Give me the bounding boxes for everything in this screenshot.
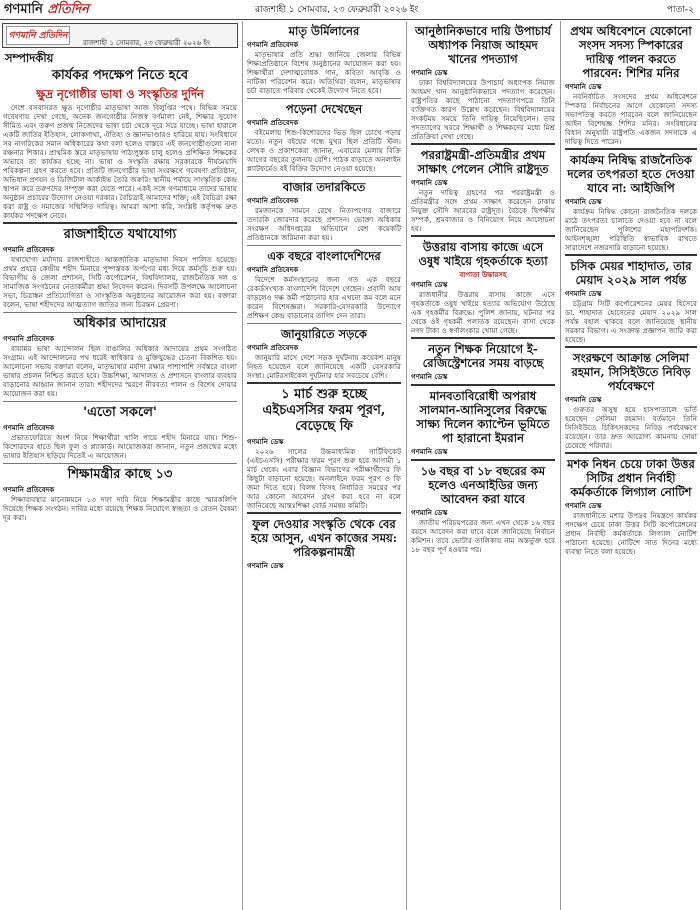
editorial-body [3, 103, 237, 220]
story-text: ২০২৬ সালের উচ্চমাধ্যমিক সার্টিফিকেট (এইচএসসি) পরীক্ষার ফরম পূরণ শুরু হবে আগামী ১ মার্চ থেকে। এবার বিজ্ঞান বিভাগের পরীক্ষার্থীদের ফি কিছুটা বাড়ানো হয়েছে। অনলাইনে ফরম পূরণ ও ফি জমা দিতে হবে। বিলম্ব ফিসহ নির্ধারিত সময়ের পর আর কোনো আবেদন গ্রহণ করা হবে না বলে জানিয়েছে আন্তঃশিক্ষা বোর্ড সমন্বয় কমিটি। [247, 447, 401, 510]
story-body [411, 290, 555, 335]
story-headline[interactable]: ফুল দেওয়ার সংস্কৃতি থেকে বের হয়ে আসুন, এখন কাজের সময়: পরিকল্পনামন্ত্রী [250, 517, 398, 559]
byline: গণমানি ডেস্ক [411, 179, 448, 187]
story-body [247, 275, 401, 320]
byline: গণমানি প্রতিবেদক [247, 197, 299, 205]
story-text: রমজানকে সামনে রেখে নিত্যপণ্যের বাজারে তদারকি জোরদার করেছে প্রশাসন। ভোক্তা অধিকার সংরক্ষণ অধিদপ্তরের অভিযানে বেশ কয়েকটি প্রতিষ্ঠানকে জরিমানা করা হয়। [247, 206, 401, 242]
byline: গণমানি ডেস্ক [411, 281, 448, 289]
editorial-masthead [2, 23, 238, 48]
story-headline[interactable]: পররাষ্ট্রমন্ত্রী-প্রতিমন্ত্রীর প্রথম সাক্ষাৎ পেলেন সৌদি রাষ্ট্রদূত [417, 148, 549, 176]
story-text: ঢাকা বিশ্ববিদ্যালয়ের উপাচার্য অধ্যাপক নিয়াজ আহমদ খান আনুষ্ঠানিকভাবে পদত্যাগ করেছেন। রাষ্ট্রপতির কাছে পাঠানো পদত্যাগপত্রে তিনি ব্যক্তিগত কারণ উল্লেখ করেছেন। বিশ্ববিদ্যালয়ের সংকটময় সময়ে তিনি দায়িত্ব নিয়েছিলেন। তার পদত্যাগের খবরে শিক্ষার্থী ও শিক্ষকদের মধ্যে মিশ্র প্রতিক্রিয়া দেখা গেছে। [411, 78, 555, 141]
divider [247, 98, 401, 99]
newspaper-logo[interactable] [4, 1, 89, 18]
story-headline[interactable]: অধিকার আদায়ের [73, 316, 167, 331]
story-headline[interactable]: প্রথম অধিবেশনে যেকোনো সংসদ সদস্য স্পিকারের দায়িত্ব পালন করতে পারবেন: শিশির মনির [570, 24, 692, 80]
story-text: বইমেলায় শিশু-কিশোরদের ভিড় ছিল চোখে পড়ার মতো। নতুন বইয়ের গন্ধে মুখর ছিল প্রতিটি স্টল। লেখক ও প্রকাশকেরা জানান, এবারের মেলায় বিক্রি আগের বছরের তুলনায় বেশি। পাঠক বাড়াতে অনলাইন প্ল্যাটফর্মেও বই বিক্রির উদ্যোগ নেওয়া হয়েছে। [247, 128, 401, 173]
story-headline[interactable]: শিক্ষামন্ত্রীর কাছে ১৩ [67, 467, 173, 482]
divider [3, 312, 237, 313]
dateline: রাজশাহী ১ সোমবার, ২৩ ফেব্রুয়ারী ২০২৬ ইং [255, 5, 419, 15]
page-number: পাতা-২ [666, 5, 694, 15]
story-body [3, 433, 237, 460]
story-text: বিদেশে কর্মসংস্থানের জন্য গত এক বছরে রেকর্ডসংখ্যক বাংলাদেশি বিদেশে গেছেন। প্রবাসী আয় বাড়লেও দক্ষ কর্মী পাঠানোর হার এখনো কম বলে মনে করেন বিশেষজ্ঞরা। সরকারি-বেসরকারি উদ্যোগে প্রশিক্ষণ কেন্দ্র বাড়ানোর তাগিদ দেন তারা। [247, 275, 401, 320]
story-headline[interactable]: পড়েনা দেখেছেন [285, 102, 363, 116]
story-headline[interactable]: উত্তরায় বাসায় কাজে এসে ওষুধ খাইয়ে গৃহকর্তাকে হত্যা [418, 240, 548, 268]
byline: গণমানি প্রতিবেদক [247, 344, 299, 352]
story-text: নবনির্বাচিত সংসদের প্রথম অধিবেশনে স্পিকার নির্বাচনের আগে যেকোনো সদস্য সভাপতিত্ব করতে পারবেন বলে জানিয়েছেন আইন বিশেষজ্ঞ শিশির মনির। সংবিধানের বিধান অনুযায়ী রাষ্ট্রপতি একজন সদস্যকে এ দায়িত্ব দিতে পারেন। [565, 92, 697, 146]
story-body [247, 206, 401, 242]
story-body [411, 78, 555, 141]
divider [565, 346, 697, 348]
story-headline[interactable]: আনুষ্ঠানিকভাবে দায়ি উপাচার্য অধ্যাপক নিয়াজ আহমদ খানের পদত্যাগ [415, 24, 551, 66]
divider [3, 401, 237, 402]
column-3 [408, 21, 558, 910]
byline: গণমানি প্রতিবেদক [247, 119, 299, 127]
editorial-text: দেশে বসবাসরত ক্ষুদ্র নৃগোষ্ঠীর মাতৃভাষা আজ বিলুপ্তির পথে। বিভিন্ন সময়ে গবেষণায় দেখা গেছে, অনেক জনগোষ্ঠীর নিজস্ব বর্ণমালা নেই, শিক্ষার সুযোগ সীমিত এবং তরুণ প্রজন্ম নিজেদের ভাষা চর্চা থেকে দূরে সরে যাচ্ছে। ভাষা হারালে একটি জাতির ইতিহাস, লোকগাথা, ঐতিহ্য ও জ্ঞানভাণ্ডারও হারিয়ে যায়। সংবিধানে সব নাগরিকের সমান অধিকারের কথা বলা হলেও বাস্তবে এই জনগোষ্ঠীগুলো নানা বঞ্চনার শিকার। প্রাথমিক স্তরে মাতৃভাষায় পাঠ্যপুস্তক চালু হলেও প্রশিক্ষিত শিক্ষকের অভাবে তা কার্যকর হচ্ছে না। ভাষা ও সংস্কৃতি রক্ষায় সরকারকে দীর্ঘমেয়াদি পরিকল্পনা গ্রহণ করতে হবে। প্রতিটি জনগোষ্ঠীর ভাষা সংরক্ষণে গবেষণা প্রতিষ্ঠান, অভিধান প্রণয়ন ও ডিজিটাল আর্কাইভ তৈরি জরুরি। স্থানীয় পর্যায়ে সাংস্কৃতিক কেন্দ্র স্থাপন করে তরুণদের সম্পৃক্ত করা যেতে পারে। একই সঙ্গে গণমাধ্যমে তাদের ভাষায় অনুষ্ঠান প্রচারের উদ্যোগ নেওয়া দরকার। বৈচিত্র্যই আমাদের শক্তি; এই বৈচিত্র্য রক্ষা করা রাষ্ট্র ও সমাজের সম্মিলিত দায়িত্ব। আমরা আশা করি, সংশ্লিষ্ট কর্তৃপক্ষ দ্রুত কার্যকর পদক্ষেপ নেবে। [3, 103, 238, 220]
story-body [3, 495, 237, 522]
story-body [247, 353, 401, 380]
divider [411, 235, 555, 237]
story-text: জানুয়ারি মাসে দেশে সড়ক দুর্ঘটনায় কয়েকশ মানুষ নিহত হয়েছেন বলে জানিয়েছে একটি বেসরকারি সংস্থা। মোটরসাইকেল দুর্ঘটনার হার সবচেয়ে বেশি। [247, 353, 401, 380]
column-4 [562, 21, 700, 910]
editorial-subhead: ক্ষুদ্র নৃগোষ্ঠীর ভাষা ও সংস্কৃতির দুর্দিন [36, 87, 204, 101]
story-body [247, 128, 401, 173]
story-body [411, 188, 555, 233]
story-headline[interactable]: ১৬ বছর বা ১৮ বছরের কম হলেও এনআইডির জন্য আবেদন করা যাবে [420, 464, 546, 506]
byline: গণমানি ডেস্ক [565, 198, 602, 206]
editorial-title: সম্পাদকীয় [5, 51, 54, 65]
story-text: প্রভাতফেরিতে অংশ নিয়ে শিক্ষার্থীরা খালি পায়ে শহীদ মিনারে যায়। শিশু-কিশোরদের হাতে ছিল ফুল ও প্ল্যাকার্ড। আয়োজকরা জানান, নতুন প্রজন্মের মধ্যে ভাষার ইতিহাস ছড়িয়ে দিতেই এ আয়োজন। [3, 433, 237, 460]
byline: গণমানি প্রতিবেদক [247, 41, 299, 49]
divider [247, 176, 401, 177]
column-divider [242, 21, 243, 910]
story-text: শিক্ষাব্যবস্থার মানোন্নয়নে ১৩ দফা দাবি নিয়ে শিক্ষামন্ত্রীর কাছে স্মারকলিপি দিয়েছে শিক্ষক সংগঠন। দাবির মধ্যে রয়েছে শিক্ষক নিয়োগে স্বচ্ছতা ও বেতন বৈষম্য দূর করা। [3, 495, 237, 522]
byline: গণমানি ডেস্ক [565, 83, 602, 91]
divider [247, 323, 401, 324]
divider [3, 463, 237, 464]
story-body [247, 447, 401, 510]
story-headline[interactable]: নতুন শিক্ষক নিয়োগে ই-রেজিস্ট্রেশনের সময় বাড়ছে [422, 342, 544, 370]
byline: গণমানি ডেস্ক [411, 448, 448, 456]
byline: গণমানি ডেস্ক [565, 290, 602, 298]
story-text: যথাযোগ্য মর্যাদায় রাজশাহীতে আন্তর্জাতিক মাতৃভাষা দিবস পালিত হয়েছে। প্রথম প্রহরে কেন্দ্রীয় শহীদ মিনারে পুষ্পস্তবক অর্পণের মধ্য দিয়ে কর্মসূচি শুরু হয়। বিভাগীয় ও জেলা প্রশাসন, সিটি কর্পোরেশন, বিশ্ববিদ্যালয়, রাজনৈতিক দল ও সামাজিক সংগঠনের নেতাকর্মীরা শ্রদ্ধা নিবেদন করেন। দিবসটি উপলক্ষে আলোচনা সভা, চিত্রাঙ্কন প্রতিযোগিতা ও সাংস্কৃতিক অনুষ্ঠানের আয়োজন করা হয়। বক্তারা বলেন, ভাষা শহীদদের আত্মত্যাগ জাতির জন্য চিরন্তন প্রেরণা। [3, 255, 237, 309]
divider [565, 254, 697, 256]
story-body [411, 518, 555, 554]
story-body [3, 255, 237, 309]
story-text: কার্যক্রম নিষিদ্ধ কোনো রাজনৈতিক দলকে মাঠে তৎপরতা চালাতে দেওয়া হবে না বলে জানিয়েছেন পুলিশের মহাপরিদর্শক। আইনশৃঙ্খলা পরিস্থিতি স্বাভাবিক রাখতে সারাদেশে নজরদারি বাড়ানো হয়েছে। [565, 207, 697, 252]
column-divider [406, 21, 407, 910]
story-text: নতুন দায়িত্ব গ্রহণের পর পররাষ্ট্রমন্ত্রী ও প্রতিমন্ত্রীর সঙ্গে প্রথম সাক্ষাৎ করেছেন ঢাকায় নিযুক্ত সৌদি আরবের রাষ্ট্রদূত। বৈঠকে দ্বিপক্ষীয় সম্পর্ক, শ্রমবাজার ও বিনিয়োগ নিয়ে আলোচনা হয়। [411, 188, 555, 233]
byline: গণমানি ডেস্ক [247, 438, 284, 446]
logo-part1: গণমানি [4, 2, 43, 17]
story-body [3, 344, 237, 398]
story-headline[interactable]: সংরক্ষণে আক্রান্ত সেলিমা রহমান, সিসিইউতে নিবিড় পর্যবেক্ষণে [571, 351, 691, 393]
byline: গণমানি ডেস্ক [565, 396, 602, 404]
byline: গণমানি ডেস্ক [411, 509, 448, 517]
column-divider [560, 21, 561, 910]
story-headline[interactable]: জানুয়ারিতে সড়কে [281, 327, 367, 341]
divider [247, 382, 401, 384]
column-1 [0, 21, 240, 910]
byline: গণমানি প্রতিবেদক [3, 486, 55, 494]
story-body [565, 92, 697, 146]
story-body [565, 299, 697, 344]
editorial-meta: রাজশাহী ১ সোমবার, ২৩ ফেব্রুয়ারী ২০২৬ ইং [83, 39, 211, 47]
story-text: রাজধানীর উত্তরায় বাসায় কাজে এসে গৃহকর্তাকে ওষুধ খাইয়ে হত্যার অভিযোগ উঠেছে এক গৃহকর্মীর বিরুদ্ধে। পুলিশ জানায়, ঘটনার পর থেকে ওই গৃহকর্মী পলাতক রয়েছেন। বাসা থেকে নগদ টাকা ও স্বর্ণালংকার খোয়া গেছে। [411, 290, 555, 335]
story-body [565, 207, 697, 252]
divider [411, 384, 555, 386]
logo-part2: প্রতিদিন [47, 2, 89, 17]
byline: গণমানি ডেস্ক [565, 502, 602, 510]
byline-red: বাপাতা উদ্ধারসহ [459, 271, 507, 279]
divider [247, 245, 401, 246]
byline: গণমানি প্রতিবেদক [3, 335, 55, 343]
story-headline[interactable]: মাতৃ উর্মিলানের [288, 24, 360, 38]
byline: গণমানি প্রতিবেদক [247, 266, 299, 274]
divider [411, 337, 555, 339]
story-text: জাতীয় পরিচয়পত্রের জন্য এখন থেকে ১৬ বছর বয়সে আবেদন করা যাবে বলে জানিয়েছে নির্বাচন কমিশন। তবে ভোটার তালিকায় নাম অন্তর্ভুক্ত হবে ১৮ বছর পূর্ণ হওয়ার পর। [411, 518, 555, 554]
editorial-badge: গণমানি প্রতিদিন [6, 26, 70, 45]
editorial-headline[interactable]: কার্যকর পদক্ষেপ নিতে হবে [51, 68, 189, 83]
divider [3, 222, 237, 224]
story-headline[interactable]: কার্যক্রম নিষিদ্ধ রাজনৈতিক দলের তৎপরতা হতে দেওয়া যাবে না: আইজিপি [567, 153, 695, 195]
story-text: রাজধানীতে মশার উপদ্রব নিয়ন্ত্রণে কার্যকর পদক্ষেপ চেয়ে ঢাকা উত্তর সিটি কর্পোরেশনের প্রধান নির্বাহী কর্মকর্তাকে লিগ্যাল নোটিশ পাঠানো হয়েছে। নোটিশে সাত দিনের মধ্যে ব্যবস্থা নিতে বলা হয়েছে। [565, 511, 697, 556]
story-text: গুরুতর অসুস্থ হয়ে হাসপাতালে ভর্তি হয়েছেন সেলিমা রহমান। বর্তমানে তিনি সিসিইউতে চিকিৎসকদের নিবিড় পর্যবেক্ষণে রয়েছেন। তার দ্রুত আরোগ্য কামনায় দোয়া চেয়েছে পরিবার। [565, 405, 697, 450]
story-body [565, 511, 697, 556]
story-headline[interactable]: 'এতো সকলে' [83, 405, 157, 420]
divider [411, 143, 555, 145]
divider [565, 452, 697, 454]
column-2 [244, 21, 404, 910]
divider [247, 512, 401, 514]
masthead-bar [0, 0, 700, 20]
story-body [247, 50, 401, 95]
story-text: চট্টগ্রাম সিটি কর্পোরেশনের মেয়র হিসেবে ডা. শাহাদাত হোসেনের মেয়াদ ২০২৯ সাল পর্যন্ত বহাল থাকবে বলে জানিয়েছে স্থানীয় সরকার বিভাগ। এ সংক্রান্ত প্রজ্ঞাপন জারি করা হয়েছে। [565, 299, 697, 344]
story-headline[interactable]: বাজার তদারকিতে [282, 180, 366, 194]
byline: গণমানি প্রতিবেদক [3, 424, 55, 432]
divider [411, 459, 555, 461]
byline: গণমানি ডেস্ক [411, 373, 448, 381]
divider [565, 148, 697, 150]
story-headline[interactable]: চসিক মেয়র শাহাদাত, তার মেয়াদ ২০২৯ সাল পর্যন্ত [570, 259, 692, 287]
story-text: বায়ান্নর ভাষা আন্দোলন ছিল বাঙালির অধিকার আদায়ের প্রথম সংগঠিত সংগ্রাম। এই আন্দোলনের পথ ধরেই স্বাধিকার ও মুক্তিযুদ্ধের চেতনা বিকশিত হয়। আলোচনা সভায় বক্তারা বলেন, মাতৃভাষার মর্যাদা রক্ষার পাশাপাশি সর্বস্তরে বাংলা ভাষার প্রচলন নিশ্চিত করতে হবে। উচ্চশিক্ষা, আদালত ও প্রশাসনে বাংলার ব্যবহার বাড়ানোর আহ্বান জানান তারা। শহীদদের স্মরণে নীরবতা পালন ও বিশেষ দোয়ার আয়োজন করা হয়। [3, 344, 237, 398]
story-headline[interactable]: ১ মার্চ শুরু হচ্ছে এইচএসসির ফরম পূরণ, বেড়েছে ফি [262, 387, 386, 434]
story-body [565, 405, 697, 450]
story-headline[interactable]: মানবতাবিরোধী অপরাধ সালমান-আনিসুলের বিরুদ্ধে সাক্ষ্য দিলেন ক্যাপ্টেন ভূমিতে পা হারানো ইমরান [416, 389, 550, 445]
story-text: মাতৃভাষার প্রতি শ্রদ্ধা জানিয়ে জেলার বিভিন্ন শিক্ষাপ্রতিষ্ঠানে বিশেষ অনুষ্ঠানের আয়োজন করা হয়। শিক্ষার্থীরা দেশাত্মবোধক গান, কবিতা আবৃত্তি ও নাটিকা পরিবেশন করে। অতিথিরা বলেন, মাতৃভাষার চর্চা বাড়াতে পরিবার থেকেই উদ্যোগ নিতে হবে। [247, 50, 401, 95]
story-headline[interactable]: এক বছরে বাংলাদেশিদের [267, 249, 381, 263]
byline: গণমানি প্রতিবেদক [3, 246, 55, 254]
byline: গণমানি ডেস্ক [247, 562, 284, 570]
byline: গণমানি ডেস্ক [411, 69, 448, 77]
story-headline[interactable]: মশক নিধন চেয়ে ঢাকা উত্তর সিটির প্রধান নির্বাহী কর্মকর্তাকে লিগ্যাল নোটিশ [567, 457, 695, 499]
story-headline[interactable]: রাজশাহীতে যথাযোগ্য [63, 227, 177, 242]
